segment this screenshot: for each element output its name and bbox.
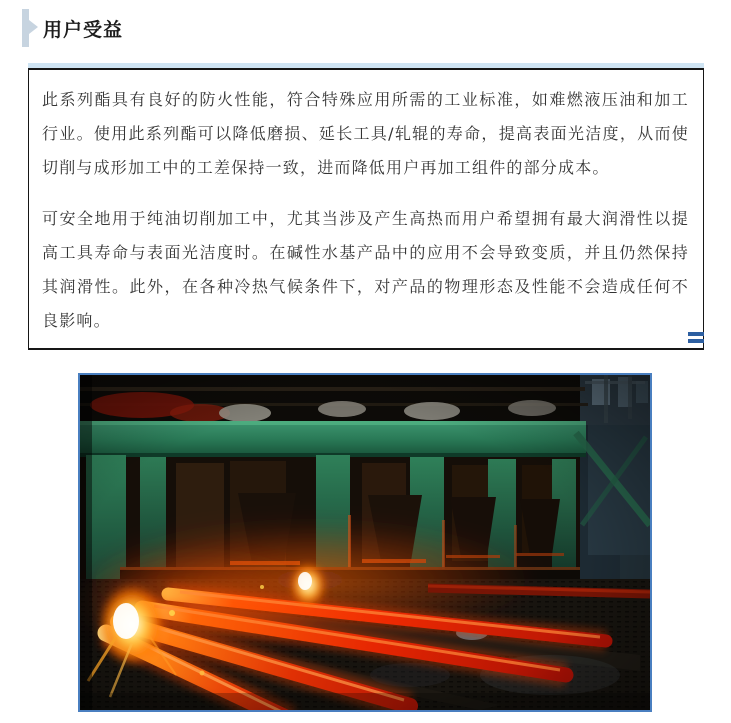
section-header	[22, 9, 123, 47]
steel-mill-illustration	[80, 375, 650, 710]
equals-handle-decoration	[688, 332, 704, 344]
benefits-paragraph-1: 此系列酯具有良好的防火性能，符合特殊应用所需的工业标准，如难燃液压油和加工行业。使用此系列酯可以降低磨损、延长工具/轧辊的寿命，提高表面光洁度，从而使切削与成形加工中的工差保持一致，进而降低用户再加工组件的部分成本。	[42, 90, 689, 177]
handle-bar-bottom	[688, 339, 704, 343]
benefits-paragraph-2: 可安全地用于纯油切削加工中，尤其当涉及产生高热而用户希望拥有最大润滑性以提高工具寿命与表面光洁度时。在碱性水基产品中的应用不会导致变质，并且仍然保持其润滑性。此外，在各种冷热气候条件下，对产品的物理形态及性能不会造成任何不良影响。	[42, 209, 689, 330]
handle-bar-top	[688, 332, 704, 336]
bookmark-arrow-icon	[22, 9, 29, 47]
benefits-text-box	[28, 68, 704, 350]
steel-mill-photo	[78, 373, 652, 712]
page-title: 用户受益	[43, 18, 124, 41]
